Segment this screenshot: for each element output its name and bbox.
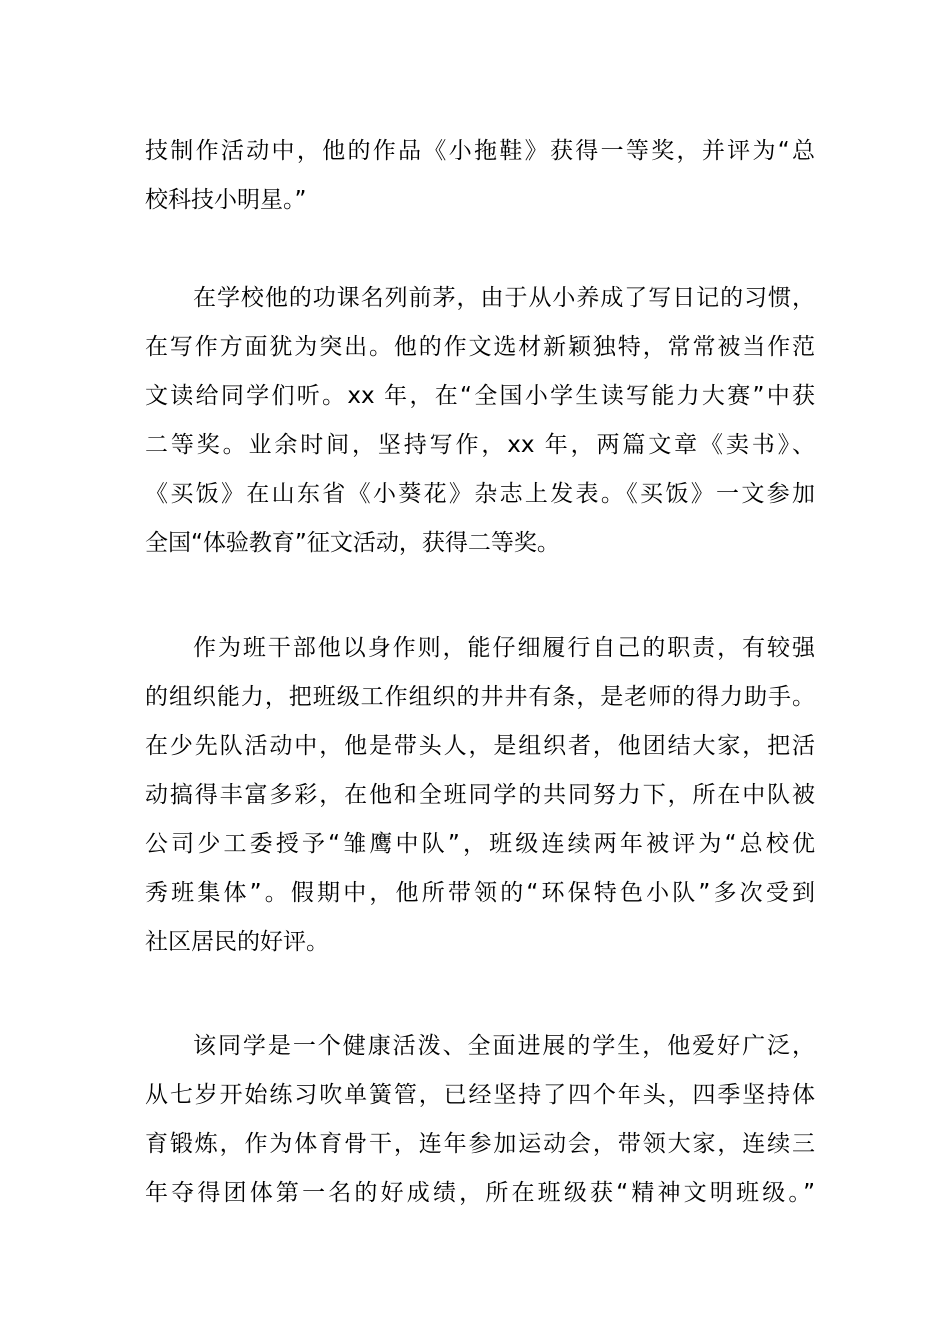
text-line: 秀班集体”。假期中，他所带领的“环保特色小队”多次受到 xyxy=(145,880,815,906)
paragraph-class-leader xyxy=(145,624,815,967)
text-line: 在少先队活动中，他是带头人，是组织者，他团结大家，把活 xyxy=(145,733,815,759)
text-line: 全国“体验教育”征文活动，获得二等奖。 xyxy=(145,530,560,556)
text-line: 《买饭》在山东省《小葵花》杂志上发表。《买饭》一文参加 xyxy=(145,481,815,507)
text-line: 在学校他的功课名列前茅，由于从小养成了写日记的习惯， xyxy=(193,285,815,311)
text-line: 文读给同学们听。xx 年，在“全国小学生读写能力大赛”中获 xyxy=(145,383,815,409)
text-line: 的组织能力，把班级工作组织的井井有条，是老师的得力助手。 xyxy=(145,684,815,710)
text-line: 校科技小明星。” xyxy=(145,187,307,213)
text-line: 在写作方面犹为突出。他的作文选材新颖独特，常常被当作范 xyxy=(145,334,815,360)
text-line: 作为班干部他以身作则，能仔细履行自己的职责，有较强 xyxy=(193,635,815,661)
text-line: 从七岁开始练习吹单簧管，已经坚持了四个年头，四季坚持体 xyxy=(145,1082,815,1108)
text-line: 社区居民的好评。 xyxy=(145,929,329,955)
text-line: 动搞得丰富多彩，在他和全班同学的共同努力下，所在中队被 xyxy=(145,782,815,808)
paragraph-science-award xyxy=(145,127,815,225)
paragraph-writing-achievements xyxy=(145,274,815,568)
text-line: 公司少工委授予“雏鹰中队”，班级连续两年被评为“总校优 xyxy=(145,831,815,857)
text-line: 该同学是一个健康活泼、全面进展的学生，他爱好广泛， xyxy=(193,1033,815,1059)
text-line: 育锻炼，作为体育骨干，连年参加运动会，带领大家，连续三 xyxy=(145,1131,815,1157)
paragraph-sports-hobbies xyxy=(145,1022,815,1218)
text-line: 技制作活动中，他的作品《小拖鞋》获得一等奖，并评为“总 xyxy=(145,138,815,164)
text-line: 年夺得团体第一名的好成绩，所在班级获“精神文明班级。” xyxy=(145,1180,815,1206)
text-line: 二等奖。业余时间，坚持写作，xx 年，两篇文章《卖书》、 xyxy=(145,432,815,458)
